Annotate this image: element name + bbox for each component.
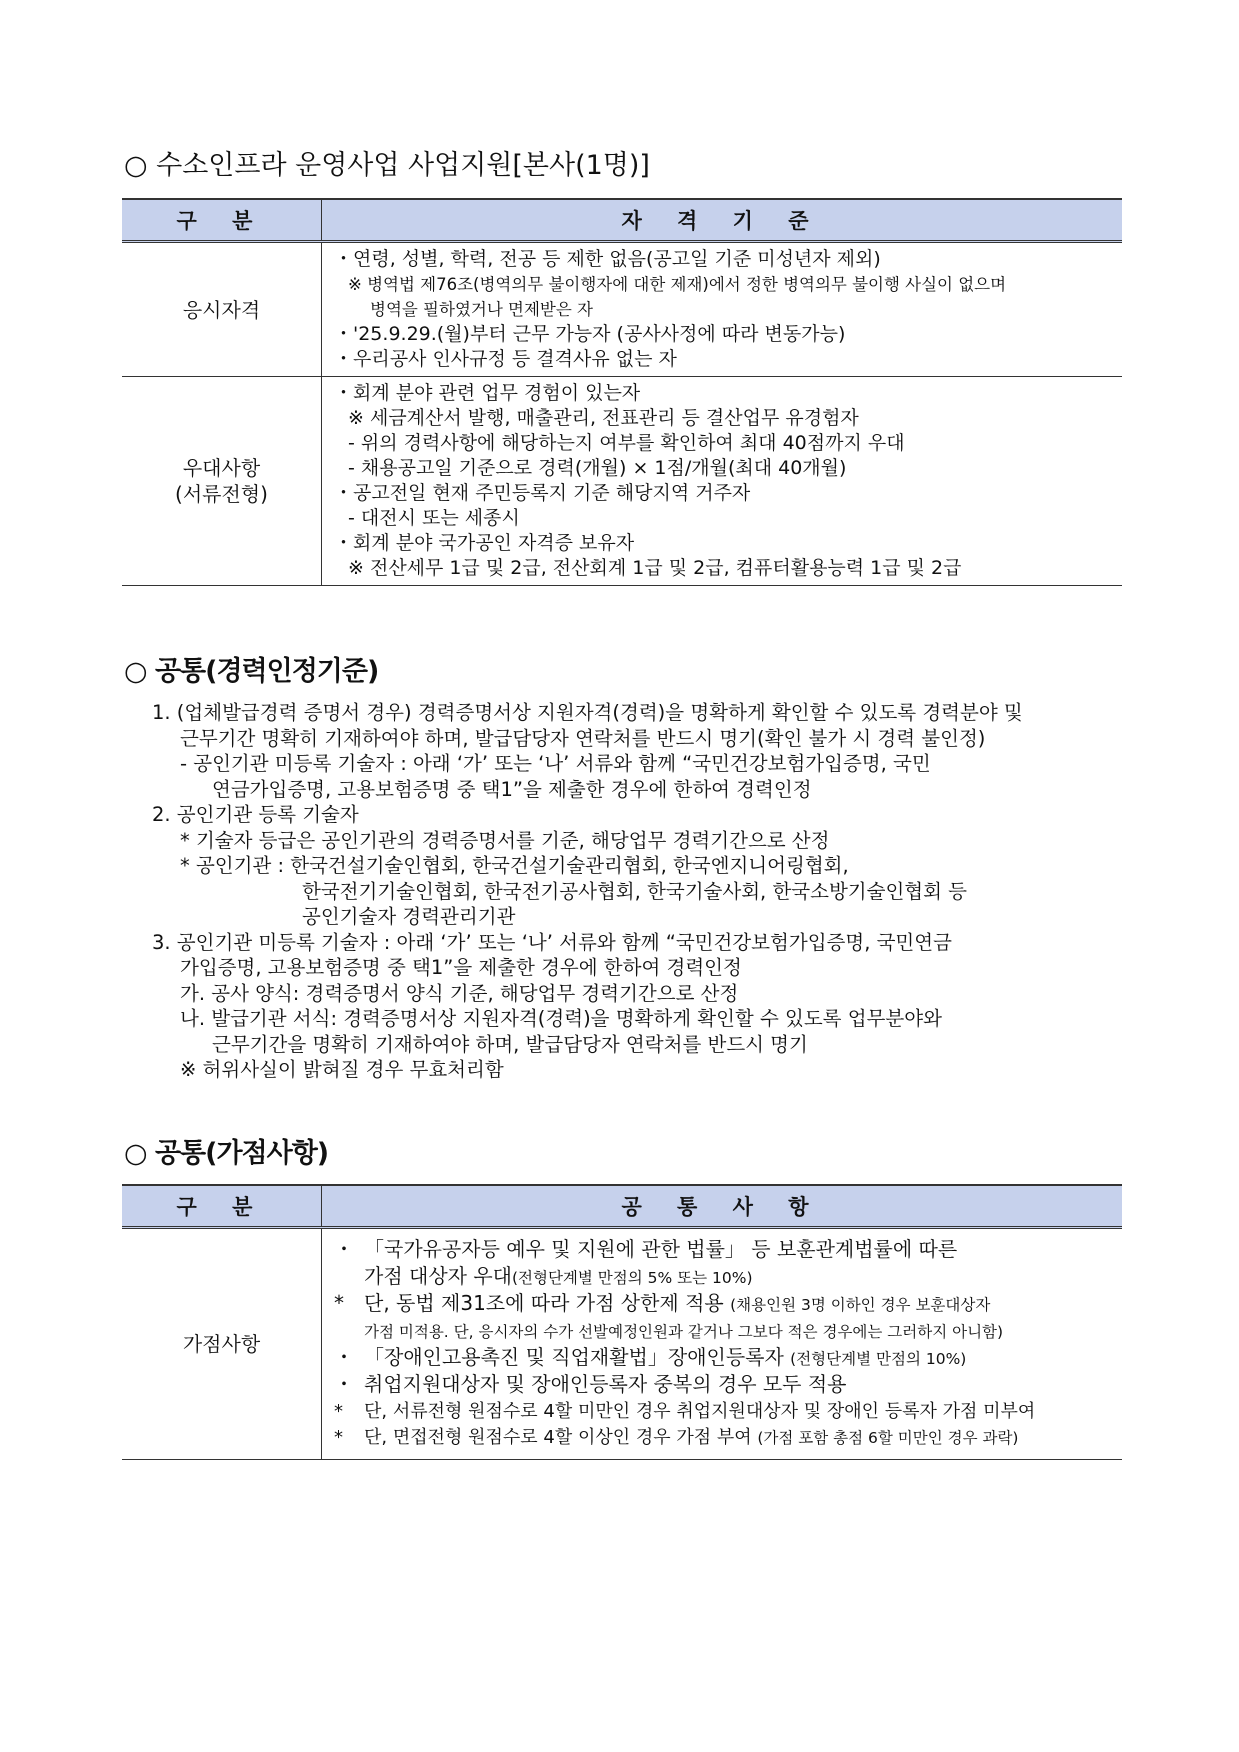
body-line: 근무기간 명확히 기재하여야 하며, 발급담당자 연락처를 반드시 명기(확인 불가 시 경력 불인정) — [180, 726, 986, 750]
table-header-row — [122, 199, 1122, 242]
bonus-line: 가점 미적용. 단, 응시자의 수가 선발예정인원과 같거나 그보다 적은 경우에는 그러하지 아니함) — [364, 1323, 1004, 1341]
criteria-line: ※ 병역법 제76조(병역의무 불이행자에 대한 제재)에서 정한 병역의무 불이행 사실이 없으며 — [348, 275, 1007, 294]
row-label — [122, 377, 322, 586]
body-line: 가입증명, 고용보험증명 중 택1”을 제출한 경우에 한하여 경력인정 — [180, 956, 742, 979]
criteria-line: ・'25.9.29.(월)부터 근무 가능자 (공사사정에 따라 변동가능) — [334, 323, 846, 345]
header-common: 공 통 사 항 — [322, 1185, 1123, 1228]
row-content — [322, 377, 1123, 586]
criteria-line: 병역을 필하였거나 면제받은 자 — [370, 300, 593, 319]
body-line: 나. 발급기관 서식: 경력증명서상 지원자격(경력)을 명확하게 확인할 수 있도록 업무분야와 — [180, 1007, 942, 1030]
criteria-line: - 대전시 또는 세종시 — [348, 507, 520, 529]
row-content — [322, 1228, 1123, 1460]
table-header-row — [122, 1185, 1122, 1228]
criteria-line: ※ 전산세무 1급 및 2급, 전산회계 1급 및 2급, 컴퓨터활용능력 1급 및 2급 — [348, 557, 962, 579]
body-line: 1. (업체발급경력 증명서 경우) 경력증명서상 지원자격(경력)을 명확하게 확인할 수 있도록 경력분야 및 — [152, 701, 1023, 724]
criteria-line: ・회계 분야 관련 업무 경험이 있는자 — [334, 382, 641, 404]
bonus-line: ・ 「국가유공자등 예우 및 지원에 관한 법률」 등 보훈관계법률에 따른 — [334, 1237, 958, 1261]
criteria-line: ・우리공사 인사규정 등 결격사유 없는 자 — [334, 348, 677, 370]
row-label-line: 우대사항 — [182, 456, 261, 480]
criteria-line: - 위의 경력사항에 해당하는지 여부를 확인하여 최대 40점까지 우대 — [348, 432, 905, 454]
body-line: 공인기술자 경력관리기관 — [302, 905, 516, 928]
section1-title: ○ 수소인프라 운영사업 사업지원[본사(1명)] — [124, 150, 650, 181]
body-line: - 공인기관 미등록 기술자 : 아래 ‘가’ 또는 ‘나’ 서류와 함께 “국민건강보험가입증명, 국민 — [180, 752, 931, 775]
bonus-line: * 단, 동법 제31조에 따라 가점 상한제 적용 (채용인원 3명 이하인 경우 보훈대상자 — [334, 1291, 991, 1315]
bonus-line: ・ 취업지원대상자 및 장애인등록자 중복의 경우 모두 적용 — [334, 1372, 847, 1396]
body-line: * 기술자 등급은 공인기관의 경력증명서를 기준, 해당업무 경력기간으로 산정 — [180, 828, 830, 852]
criteria-line: ・회계 분야 국가공인 자격증 보유자 — [334, 532, 635, 554]
table-row — [122, 1228, 1122, 1460]
criteria-line: - 채용공고일 기준으로 경력(개월) × 1점/개월(최대 40개월) — [348, 457, 847, 479]
qualification-table — [122, 198, 1122, 586]
body-line: 연금가입증명, 고용보험증명 중 택1”을 제출한 경우에 한하여 경력인정 — [212, 777, 812, 801]
row-content — [322, 242, 1123, 377]
section2-title: ○ 공통(경력인정기준) — [124, 656, 379, 687]
table-row — [122, 242, 1122, 377]
body-line: 한국전기기술인협회, 한국전기공사협회, 한국기술사회, 한국소방기술인협회 등 — [302, 879, 968, 903]
bonus-line: 가점 대상자 우대(전형단계별 만점의 5% 또는 10%) — [364, 1264, 753, 1288]
header-criteria: 자 격 기 준 — [322, 199, 1123, 242]
bonus-line: ・ 「장애인고용촉진 및 직업재활법」장애인등록자 (전형단계별 만점의 10%) — [334, 1345, 967, 1369]
header-category: 구 분 — [122, 1185, 322, 1228]
row-label: 응시자격 — [122, 242, 322, 377]
bonus-table — [122, 1184, 1122, 1460]
section3-title: ○ 공통(가점사항) — [124, 1138, 329, 1169]
body-line: ※ 허위사실이 밝혀질 경우 무효처리함 — [180, 1058, 504, 1081]
body-line: 가. 공사 양식: 경력증명서 양식 기준, 해당업무 경력기간으로 산정 — [180, 981, 739, 1005]
body-line: 3. 공인기관 미등록 기술자 : 아래 ‘가’ 또는 ‘나’ 서류와 함께 “국민건강보험가입증명, 국민연금 — [152, 930, 952, 954]
career-criteria-text — [152, 700, 1132, 1083]
bonus-line: * 단, 면접전형 원점수로 4할 이상인 경우 가점 부여 (가점 포함 총점 6할 미만인 경우 과락) — [334, 1427, 1019, 1448]
row-label-line: (서류전형) — [175, 482, 268, 506]
row-label: 가점사항 — [122, 1228, 322, 1460]
header-category: 구 분 — [122, 199, 322, 242]
body-line: 2. 공인기관 등록 기술자 — [152, 803, 359, 826]
body-line: * 공인기관 : 한국건설기술인협회, 한국건설기술관리협회, 한국엔지니어링협회, — [180, 854, 849, 877]
bonus-line: * 단, 서류전형 원점수로 4할 미만인 경우 취업지원대상자 및 장애인 등록자 가점 미부여 — [334, 1401, 1036, 1422]
criteria-line: ・공고전일 현재 주민등록지 기준 해당지역 거주자 — [334, 482, 751, 504]
criteria-line: ※ 세금계산서 발행, 매출관리, 전표관리 등 결산업무 유경험자 — [348, 407, 859, 429]
criteria-line: ・연령, 성별, 학력, 전공 등 제한 없음(공고일 기준 미성년자 제외) — [334, 248, 881, 270]
table-row — [122, 377, 1122, 586]
body-line: 근무기간을 명확히 기재하여야 하며, 발급담당자 연락처를 반드시 명기 — [212, 1032, 808, 1056]
